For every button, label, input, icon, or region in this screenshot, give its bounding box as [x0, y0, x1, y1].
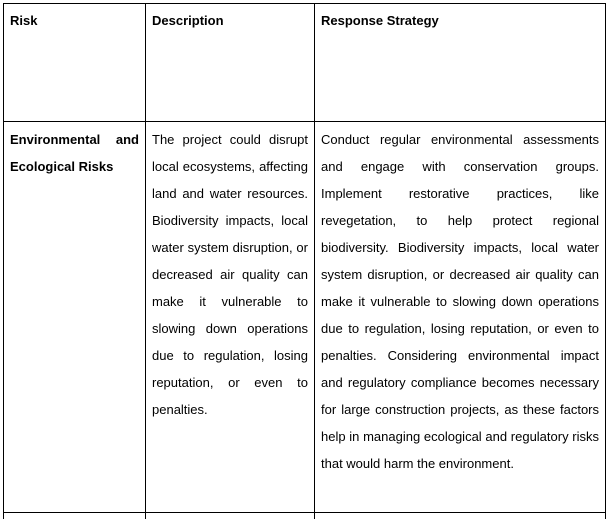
- risk-cell: [4, 122, 146, 513]
- table-continuation-row: [4, 513, 606, 519]
- risk-table: [3, 3, 606, 519]
- response-cell: [315, 122, 606, 513]
- header-cell-description: [146, 4, 315, 122]
- continuation-cell-risk: [4, 513, 146, 519]
- header-response-strategy: Response Strategy: [315, 4, 605, 29]
- continuation-cell-description: [146, 513, 315, 519]
- header-cell-risk: [4, 4, 146, 122]
- risk-response-strategy: Conduct regular environmental assessments and engage with conservation groups. Implement restorative practices, like revegetation, to help protect regional biodiversity. Biodiversity impacts, local water system disruption, or decreased air quality can make it vulnerable to slowing down operations due to regulation, losing reputation, or even to penalties. Considering environmental impact and regulatory compliance becomes necessary for large construction projects, as these factors help in managing ecological and regulatory risks that would harm the environment.: [315, 122, 605, 477]
- continuation-cell-response: [315, 513, 606, 519]
- risk-name: Environmental and Ecological Risks: [4, 122, 145, 180]
- header-risk: Risk: [4, 4, 145, 29]
- header-row: [4, 4, 606, 122]
- description-cell: [146, 122, 315, 513]
- risk-description: The project could disrupt local ecosystems, affecting land and water resources. Biodiversity impacts, local water system disruption, or decreased air quality can make it vulnerable to slowing down operations due to regulation, losing reputation, or even to penalties.: [146, 122, 314, 423]
- header-description: Description: [146, 4, 314, 29]
- header-cell-response: [315, 4, 606, 122]
- table-row: [4, 122, 606, 513]
